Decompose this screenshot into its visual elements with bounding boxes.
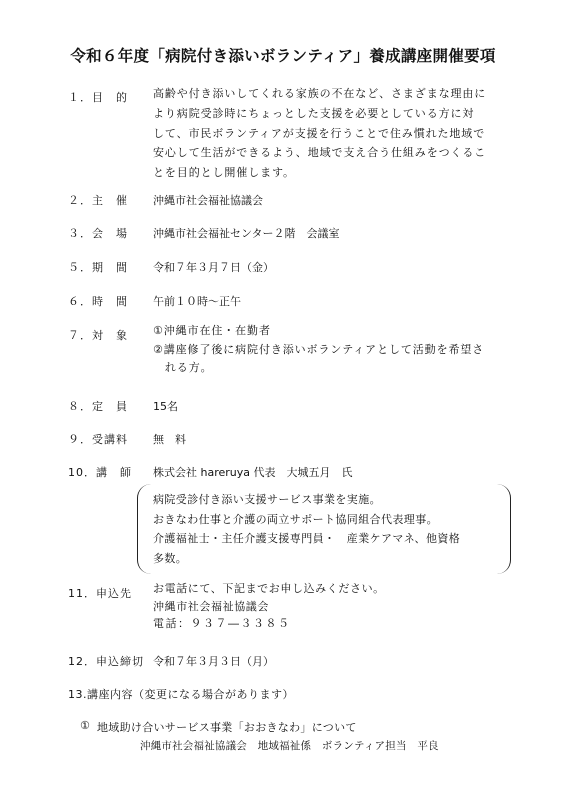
organizer-value: 沖縄市社会福祉協議会 — [153, 194, 263, 207]
fee-value: 無 料 — [153, 433, 186, 446]
period-label: ５．期 間 — [68, 261, 128, 274]
contents-item-number: ① — [80, 719, 90, 732]
purpose-line: 高齢や付き添いしてくれる家族の不在など、さまざまな理由に — [153, 87, 487, 100]
purpose-label: １．目 的 — [68, 91, 128, 104]
venue-label: ３．会 場 — [68, 227, 128, 240]
lecturer-value: 株式会社 hareruya 代表 大城五月 氏 — [153, 466, 353, 479]
capacity-label: ８．定 員 — [68, 400, 128, 413]
profile-line: 多数。 — [153, 551, 188, 565]
capacity-value: 15名 — [153, 400, 178, 413]
organizer-label: ２．主 催 — [68, 194, 128, 207]
application-phone: 電話：９３７―３３８５ — [153, 617, 291, 630]
target-line: ②講座修了後に病院付き添いボランティアとして活動を希望さ — [153, 342, 485, 356]
target-label: ７．対 象 — [68, 329, 128, 342]
purpose-line: して、市民ボランティアが支援を行うことで住み慣れた地域で — [153, 126, 486, 140]
purpose-line: より病院受診時にちょっとした支援を必要としている方に対 — [153, 106, 475, 120]
deadline-value: 令和７年３月３日（月） — [153, 655, 274, 668]
purpose-line: 安心して生活ができるよう、地域で支え合う仕組みをつくるこ — [153, 146, 487, 160]
fee-label: ９．受講料 — [68, 433, 128, 446]
application-text — [153, 580, 508, 633]
contents-label: 13.講座内容（変更になる場合があります） — [68, 688, 294, 701]
time-label: ６．時 間 — [68, 295, 128, 308]
time-value: 午前１０時～正午 — [153, 295, 241, 308]
application-line: お電話にて、下記までお申し込みください。 — [153, 582, 385, 595]
contents-item-title: 地域助け合いサービス事業「おおきなわ」について — [97, 721, 357, 734]
purpose-line: とを目的とし開催します。 — [153, 166, 295, 180]
profile-line: おきなわ仕事と介護の両立サポート協同組合代表理事。 — [153, 512, 438, 526]
profile-line: 病院受診付き添い支援サービス事業を実施。 — [153, 493, 381, 506]
profile-line: 介護福祉士・主任介護支援専門員・ 産業ケアマネ、他資格 — [153, 532, 461, 545]
purpose-text — [153, 84, 508, 183]
deadline-label: 12．申込締切 — [68, 655, 144, 668]
application-label: 11．申込先 — [68, 587, 132, 600]
target-text — [153, 322, 508, 378]
lecturer-profile — [153, 490, 460, 568]
page-title: 令和６年度「病院付き添いボランティア」養成講座開催要項 — [70, 47, 496, 65]
target-line: ①沖縄市在住・在勤者 — [153, 324, 271, 337]
period-value: 令和７年３月７日（金） — [153, 261, 274, 274]
application-line: 沖縄市社会福祉協議会 — [153, 599, 269, 613]
target-line: れる方。 — [153, 361, 213, 374]
lecturer-label: 10．講 師 — [68, 466, 132, 479]
venue-value: 沖縄市社会福祉センター２階 会議室 — [153, 227, 340, 240]
contents-item-speaker: 沖縄市社会福祉協議会 地域福祉係 ボランティア担当 平良 — [140, 740, 439, 752]
